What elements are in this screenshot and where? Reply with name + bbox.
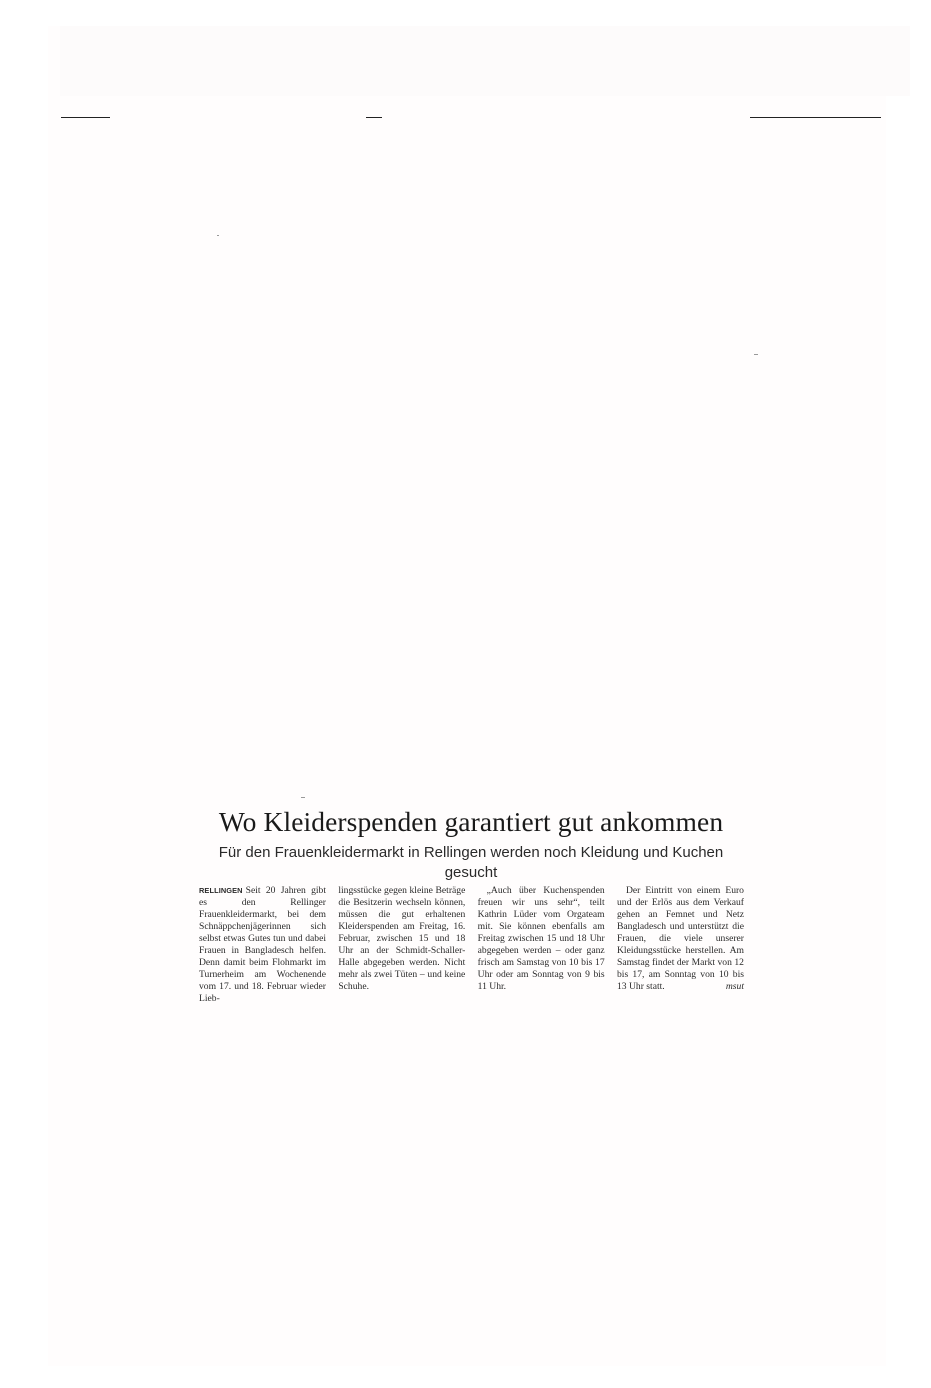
article-dateline: RELLINGEN	[199, 886, 243, 895]
article-author: msut	[725, 981, 744, 992]
header-rule-right	[750, 117, 881, 118]
article-subheadline: Für den Frauenkleidermarkt in Rellingen werden noch Kleidung und Kuchen gesucht	[218, 844, 724, 881]
newspaper-page	[48, 26, 886, 1366]
article-headline: Wo Kleiderspenden garantiert gut ankommen	[218, 806, 724, 837]
header-rule-middle	[366, 117, 382, 118]
article-column-4	[617, 885, 744, 1005]
scan-speck	[301, 797, 305, 798]
scan-speck	[754, 354, 758, 355]
header-rule-left	[61, 117, 110, 118]
article-body	[199, 885, 744, 1005]
scan-speck	[217, 235, 219, 236]
article-column-3	[478, 885, 605, 1005]
news-article	[198, 805, 744, 1004]
article-column-1	[199, 885, 326, 1005]
page-header-band	[60, 26, 910, 96]
column-text: lingsstücke gegen kleine Beträge die Besitzerin wechseln können, müssen die gut erhaltenen Kleiderspenden am Freitag, 16. Februar, zwischen 15 und 18 Uhr an der Schmidt-Schaller-Halle abgegeben werden. Nicht mehr als zwei Tüten – und keine Schuhe.	[338, 885, 466, 992]
column-text: Seit 20 Jahren gibt es den Rellinger Frauenkleidermarkt, bei dem Schnäppchenjägerinnen sich selbst etwas Gutes tun und dabei Frauen in Bangladesch helfen. Denn damit beim Flohmarkt im Turnerheim am Wochenende vom 17. und 18. Februar wieder Lieb-	[199, 885, 326, 1004]
column-text: Der Eintritt von einem Euro und der Erlös aus dem Verkauf gehen an Femnet und Netz Bangladesch und unterstützt die Frauen, die viele unserer Kleidungsstücke herstellen. Am Samstag findet der Markt von 12 bis 17, am Sonntag von 10 bis 13 Uhr statt.	[616, 885, 744, 992]
column-text: „Auch über Kuchenspenden freuen wir uns sehr“, teilt Kathrin Lüder vom Orgateam mit. Sie können ebenfalls am Freitag zwischen 15 und 18 Uhr abgegeben werden – oder ganz frisch am Samstag von 10 bis 17 Uhr oder am Sonntag von 9 bis 11 Uhr.	[477, 885, 605, 992]
article-column-2	[338, 885, 465, 1005]
